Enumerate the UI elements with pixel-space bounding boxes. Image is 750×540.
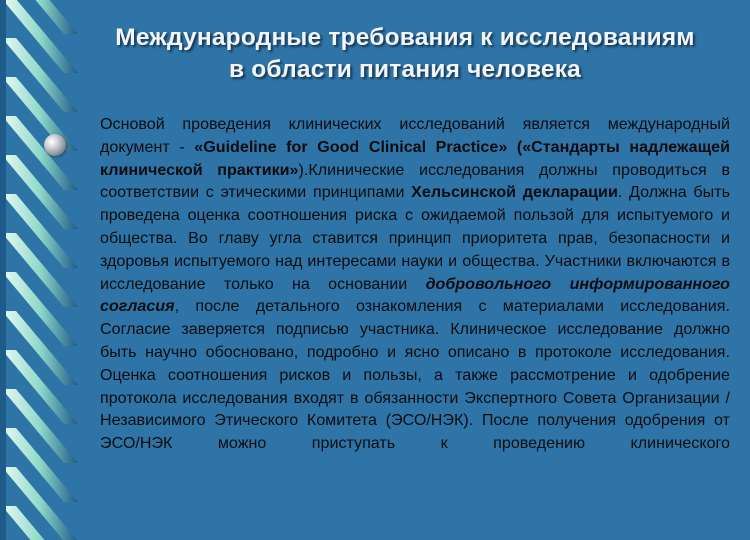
body-text-segment: Основой проведения клинических исследований является международный документ -	[100, 115, 730, 156]
informed-consent-bold-italic: добровольного информированного согласия	[100, 274, 730, 316]
decorative-stripe	[2, 155, 78, 229]
body-paragraph	[100, 113, 730, 455]
bullet-sphere-icon	[44, 134, 66, 156]
guideline-title-bold: «Guideline for Good Clinical Practice» («Стандарты надлежащей клинической практики»	[100, 137, 730, 179]
helsinki-declaration-bold: Хельсинской декларации	[411, 183, 618, 202]
body-text-segment: , после детального ознакомления с материалами исследования. Согласие заверяется подписью участника. Клиническое исследование должно быть научно обосновано, подробно и ясно описано в протоколе исследования. Оценка соотношения рисков и пользы, а также рассмотрение и одобрение протокола исследования входят в обязанности Экспертного Совета Организации / Независимого Этического Комитета (ЭСО/НЭК). После получения одобрения от ЭСО/НЭК можно приступать к проведению клинического	[100, 297, 730, 453]
decorative-stripe	[2, 467, 78, 540]
decorative-stripe	[2, 311, 78, 385]
decorative-edge-bar	[0, 0, 6, 540]
body-text-segment: ).Клинические исследования должны проводиться в соответствии с этическими принципами	[100, 160, 730, 202]
slide-title	[60, 22, 750, 86]
decorative-stripe	[2, 233, 78, 307]
decorative-stripe	[2, 350, 78, 424]
decorative-stripe	[2, 116, 78, 190]
decorative-stripe	[2, 77, 78, 151]
slide-title-line-1: Международные требования к исследованиям	[115, 24, 695, 51]
body-text-segment: . Должна быть проведена оценка соотношения риска с ожидаемой пользой для испытуемого и общества. Во главу угла ставится принцип приоритета прав, безопасности и здоровья испытуемого над интересами науки и общества. Участники включаются в исследование только на основании	[100, 183, 730, 293]
decorative-stripe	[2, 272, 78, 346]
decorative-stripe	[2, 389, 78, 463]
decorative-stripe	[2, 194, 78, 268]
decorative-stripe	[2, 428, 78, 502]
slide-title-line-2: в области питания человека	[229, 56, 581, 83]
